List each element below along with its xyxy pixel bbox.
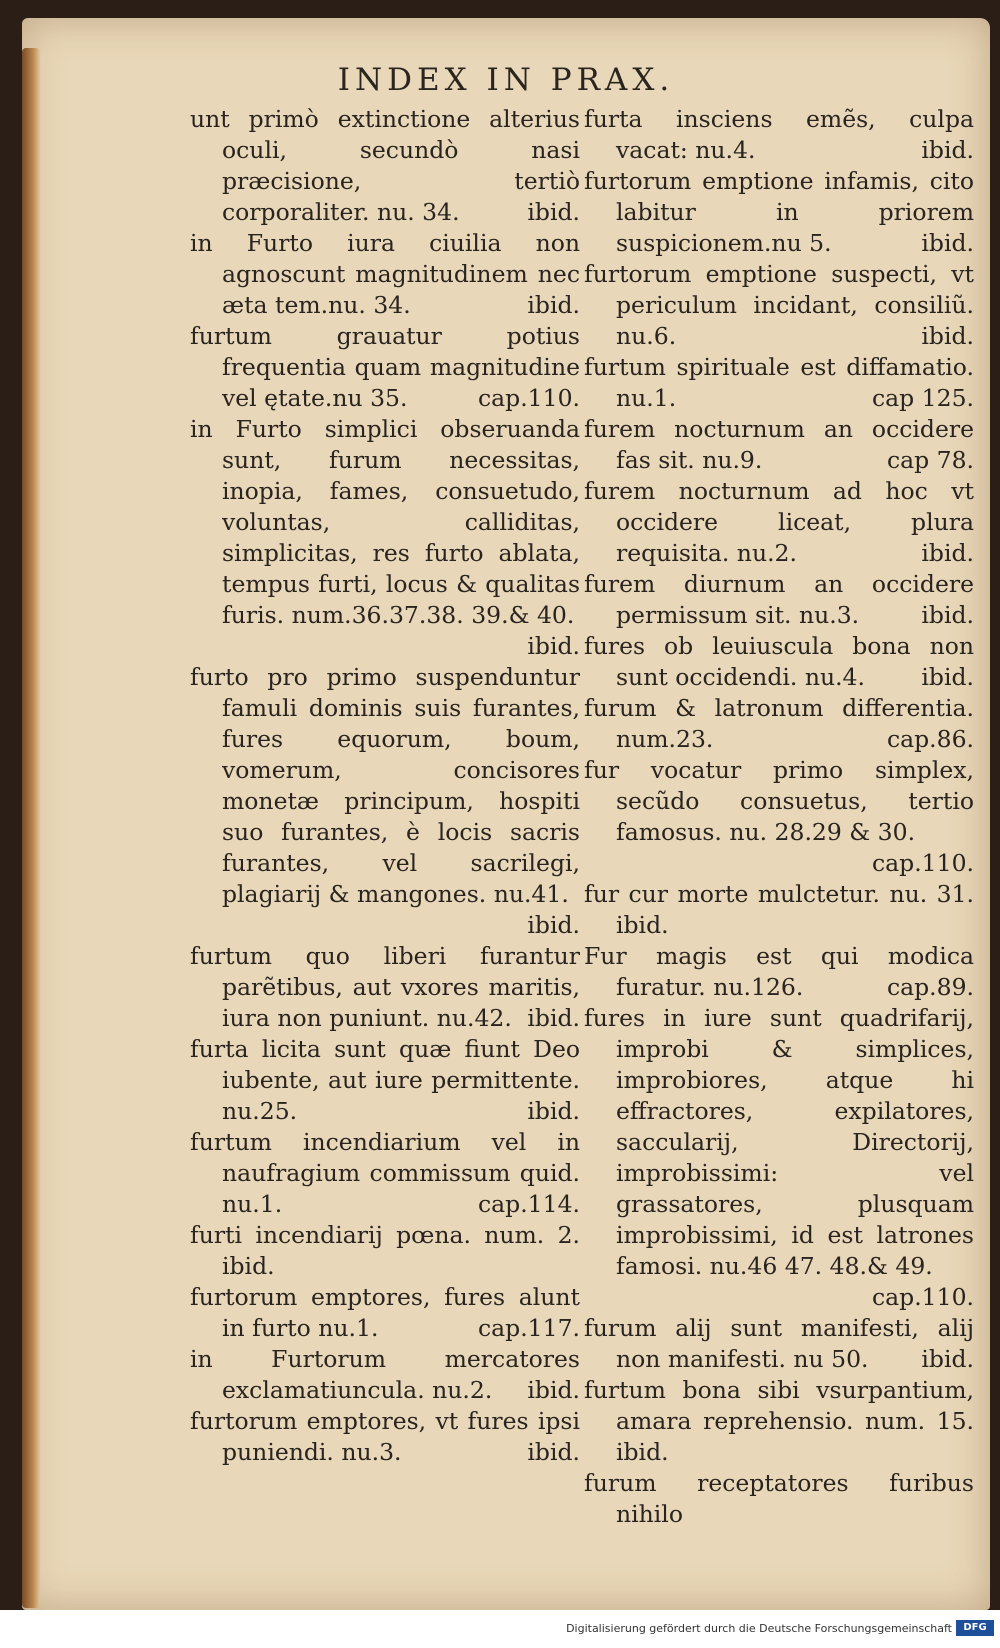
index-entry <box>190 228 580 321</box>
entry-text: unt primò extinctione alterius oculi, secundò nasi præcisione, tertiò corporaliter. nu. 34. <box>190 105 580 226</box>
entry-text: furta insciens emẽs, culpa vacat: nu.4. <box>584 105 974 164</box>
entry-reference: ibid. <box>527 1004 580 1032</box>
index-entry <box>190 321 580 414</box>
entry-reference: cap.110. <box>871 849 974 877</box>
entry-text: furtorum emptione suspecti, vt periculum incidant, consiliũ. nu.6. <box>584 260 974 350</box>
entry-reference: cap.89. <box>886 973 974 1001</box>
book-page <box>22 18 990 1610</box>
index-entry <box>584 693 974 755</box>
entry-reference: ibid. <box>921 322 974 350</box>
entry-reference: ibid. <box>527 1438 580 1466</box>
entry-text: furta licita sunt quæ fiunt Deo iubente, aut iure permittente. nu.25. <box>190 1035 580 1125</box>
index-entry <box>584 941 974 1003</box>
index-entry <box>584 1313 974 1375</box>
entry-text: furto pro primo suspenduntur famuli dominis suis furantes, fures equorum, boum, vomerum, concisores monetæ principum, hospiti suo furantes, è locis sacris furantes, vel sacrilegi, plagiarij & mangones. nu.41. <box>190 663 580 908</box>
entry-text: furem nocturnum an occidere fas sit. nu.9. <box>584 415 974 474</box>
entry-text: furtorum emptores, fures alunt in furto nu.1. <box>190 1283 580 1342</box>
index-entry <box>584 166 974 259</box>
entry-reference: ibid. <box>921 601 974 629</box>
entry-reference: ibid. <box>527 1097 580 1125</box>
entry-reference: cap 78. <box>886 446 974 474</box>
entry-text: furum receptatores furibus nihilo <box>584 1469 974 1528</box>
entry-text: fur vocatur primo simplex, secũdo consuetus, tertio famosus. nu. 28.29 & 30. <box>584 756 974 846</box>
entry-reference: ibid. <box>921 663 974 691</box>
entry-reference: ibid. <box>527 911 580 939</box>
entry-reference: ibid. <box>921 539 974 567</box>
dfg-logo: DFG <box>956 1620 994 1636</box>
index-entry <box>190 1220 580 1282</box>
entry-text: furtorum emptione infamis, cito labitur in priorem suspicionem.nu 5. <box>584 167 974 257</box>
entry-text: furti incendiarij pœna. num. 2. ibid. <box>190 1221 580 1280</box>
index-entry <box>584 352 974 414</box>
index-entry <box>584 476 974 569</box>
entry-reference: ibid. <box>921 136 974 164</box>
entry-text: fur cur morte mulctetur. nu. 31. ibid. <box>584 880 974 939</box>
index-entry <box>584 1003 974 1313</box>
entry-text: furtum incendiarium vel in naufragium commissum quid. nu.1. <box>190 1128 580 1218</box>
entry-reference: cap.114. <box>477 1190 580 1218</box>
entry-text: furum alij sunt manifesti, alij non manifesti. nu 50. <box>584 1314 974 1373</box>
index-entry <box>584 104 974 166</box>
index-entry <box>190 1406 580 1468</box>
entry-reference: cap.110. <box>477 384 580 412</box>
index-entry <box>190 1344 580 1406</box>
entry-text: Fur magis est qui modica furatur. nu.126. <box>584 942 974 1001</box>
index-entry <box>190 1034 580 1127</box>
entry-text: in Furto iura ciuilia non agnoscunt magnitudinem nec æta tem.nu. 34. <box>190 229 580 319</box>
entry-reference: ibid. <box>921 229 974 257</box>
index-entry <box>584 259 974 352</box>
page-header: INDEX IN PRAX. <box>337 62 675 98</box>
digitization-credit: Digitalisierung gefördert durch die Deutsche Forschungsgemeinschaft <box>566 1622 952 1635</box>
entry-text: furem diurnum an occidere permissum sit. nu.3. <box>584 570 974 629</box>
index-entry <box>584 414 974 476</box>
entry-text: fures in iure sunt quadrifarij, improbi & simplices, improbiores, atque hi effractores, expilatores, saccularij, Directorij, improbissimi: vel grassatores, plusquam improbissimi, id est latrones famosi. nu.46 47. 48.& 49. <box>584 1004 974 1280</box>
entry-reference: cap.86. <box>886 725 974 753</box>
entry-text: furum & latronum differentia. num.23. <box>584 694 974 753</box>
left-column <box>190 104 580 1468</box>
index-entry <box>584 879 974 941</box>
entry-reference: ibid. <box>921 1345 974 1373</box>
entry-reference: ibid. <box>527 291 580 319</box>
entry-text: furem nocturnum ad hoc vt occidere liceat, plura requisita. nu.2. <box>584 477 974 567</box>
entry-reference: cap.110. <box>871 1283 974 1311</box>
entry-text: in Furto simplici obseruanda sunt, furum necessitas, inopia, fames, consuetudo, voluntas, calliditas, simplicitas, res furto ablata, tempus furti, locus & qualitas furis. num.36.37.38. 39.& 40. <box>190 415 580 629</box>
index-entry <box>584 755 974 879</box>
book-spine <box>22 48 40 1608</box>
entry-reference: cap 125. <box>871 384 974 412</box>
index-entry <box>584 1375 974 1468</box>
index-entry <box>584 569 974 631</box>
entry-text: furtum spirituale est diffamatio. nu.1. <box>584 353 974 412</box>
index-entry <box>190 662 580 941</box>
index-entry <box>190 104 580 228</box>
entry-reference: ibid. <box>527 198 580 226</box>
index-entry <box>190 414 580 662</box>
index-entry <box>190 1282 580 1344</box>
entry-reference: ibid. <box>527 632 580 660</box>
index-entry <box>190 1127 580 1220</box>
entry-text: furtum bona sibi vsurpantium, amara reprehensio. num. 15. ibid. <box>584 1376 974 1466</box>
entry-text: fures ob leuiuscula bona non sunt occidendi. nu.4. <box>584 632 974 691</box>
index-entry <box>584 1468 974 1530</box>
index-entry <box>584 631 974 693</box>
right-column <box>584 104 974 1530</box>
entry-text: furtum grauatur potius frequentia quam magnitudine vel ętate.nu 35. <box>190 322 580 412</box>
entry-text: furtorum emptores, vt fures ipsi puniendi. nu.3. <box>190 1407 580 1466</box>
entry-reference: cap.117. <box>477 1314 580 1342</box>
entry-reference: ibid. <box>527 1376 580 1404</box>
index-entry <box>190 941 580 1034</box>
entry-text: in Furtorum mercatores exclamatiuncula. nu.2. <box>190 1345 580 1404</box>
entry-text: furtum quo liberi furantur parẽtibus, aut vxores maritis, iura non puniunt. nu.42. <box>190 942 580 1032</box>
